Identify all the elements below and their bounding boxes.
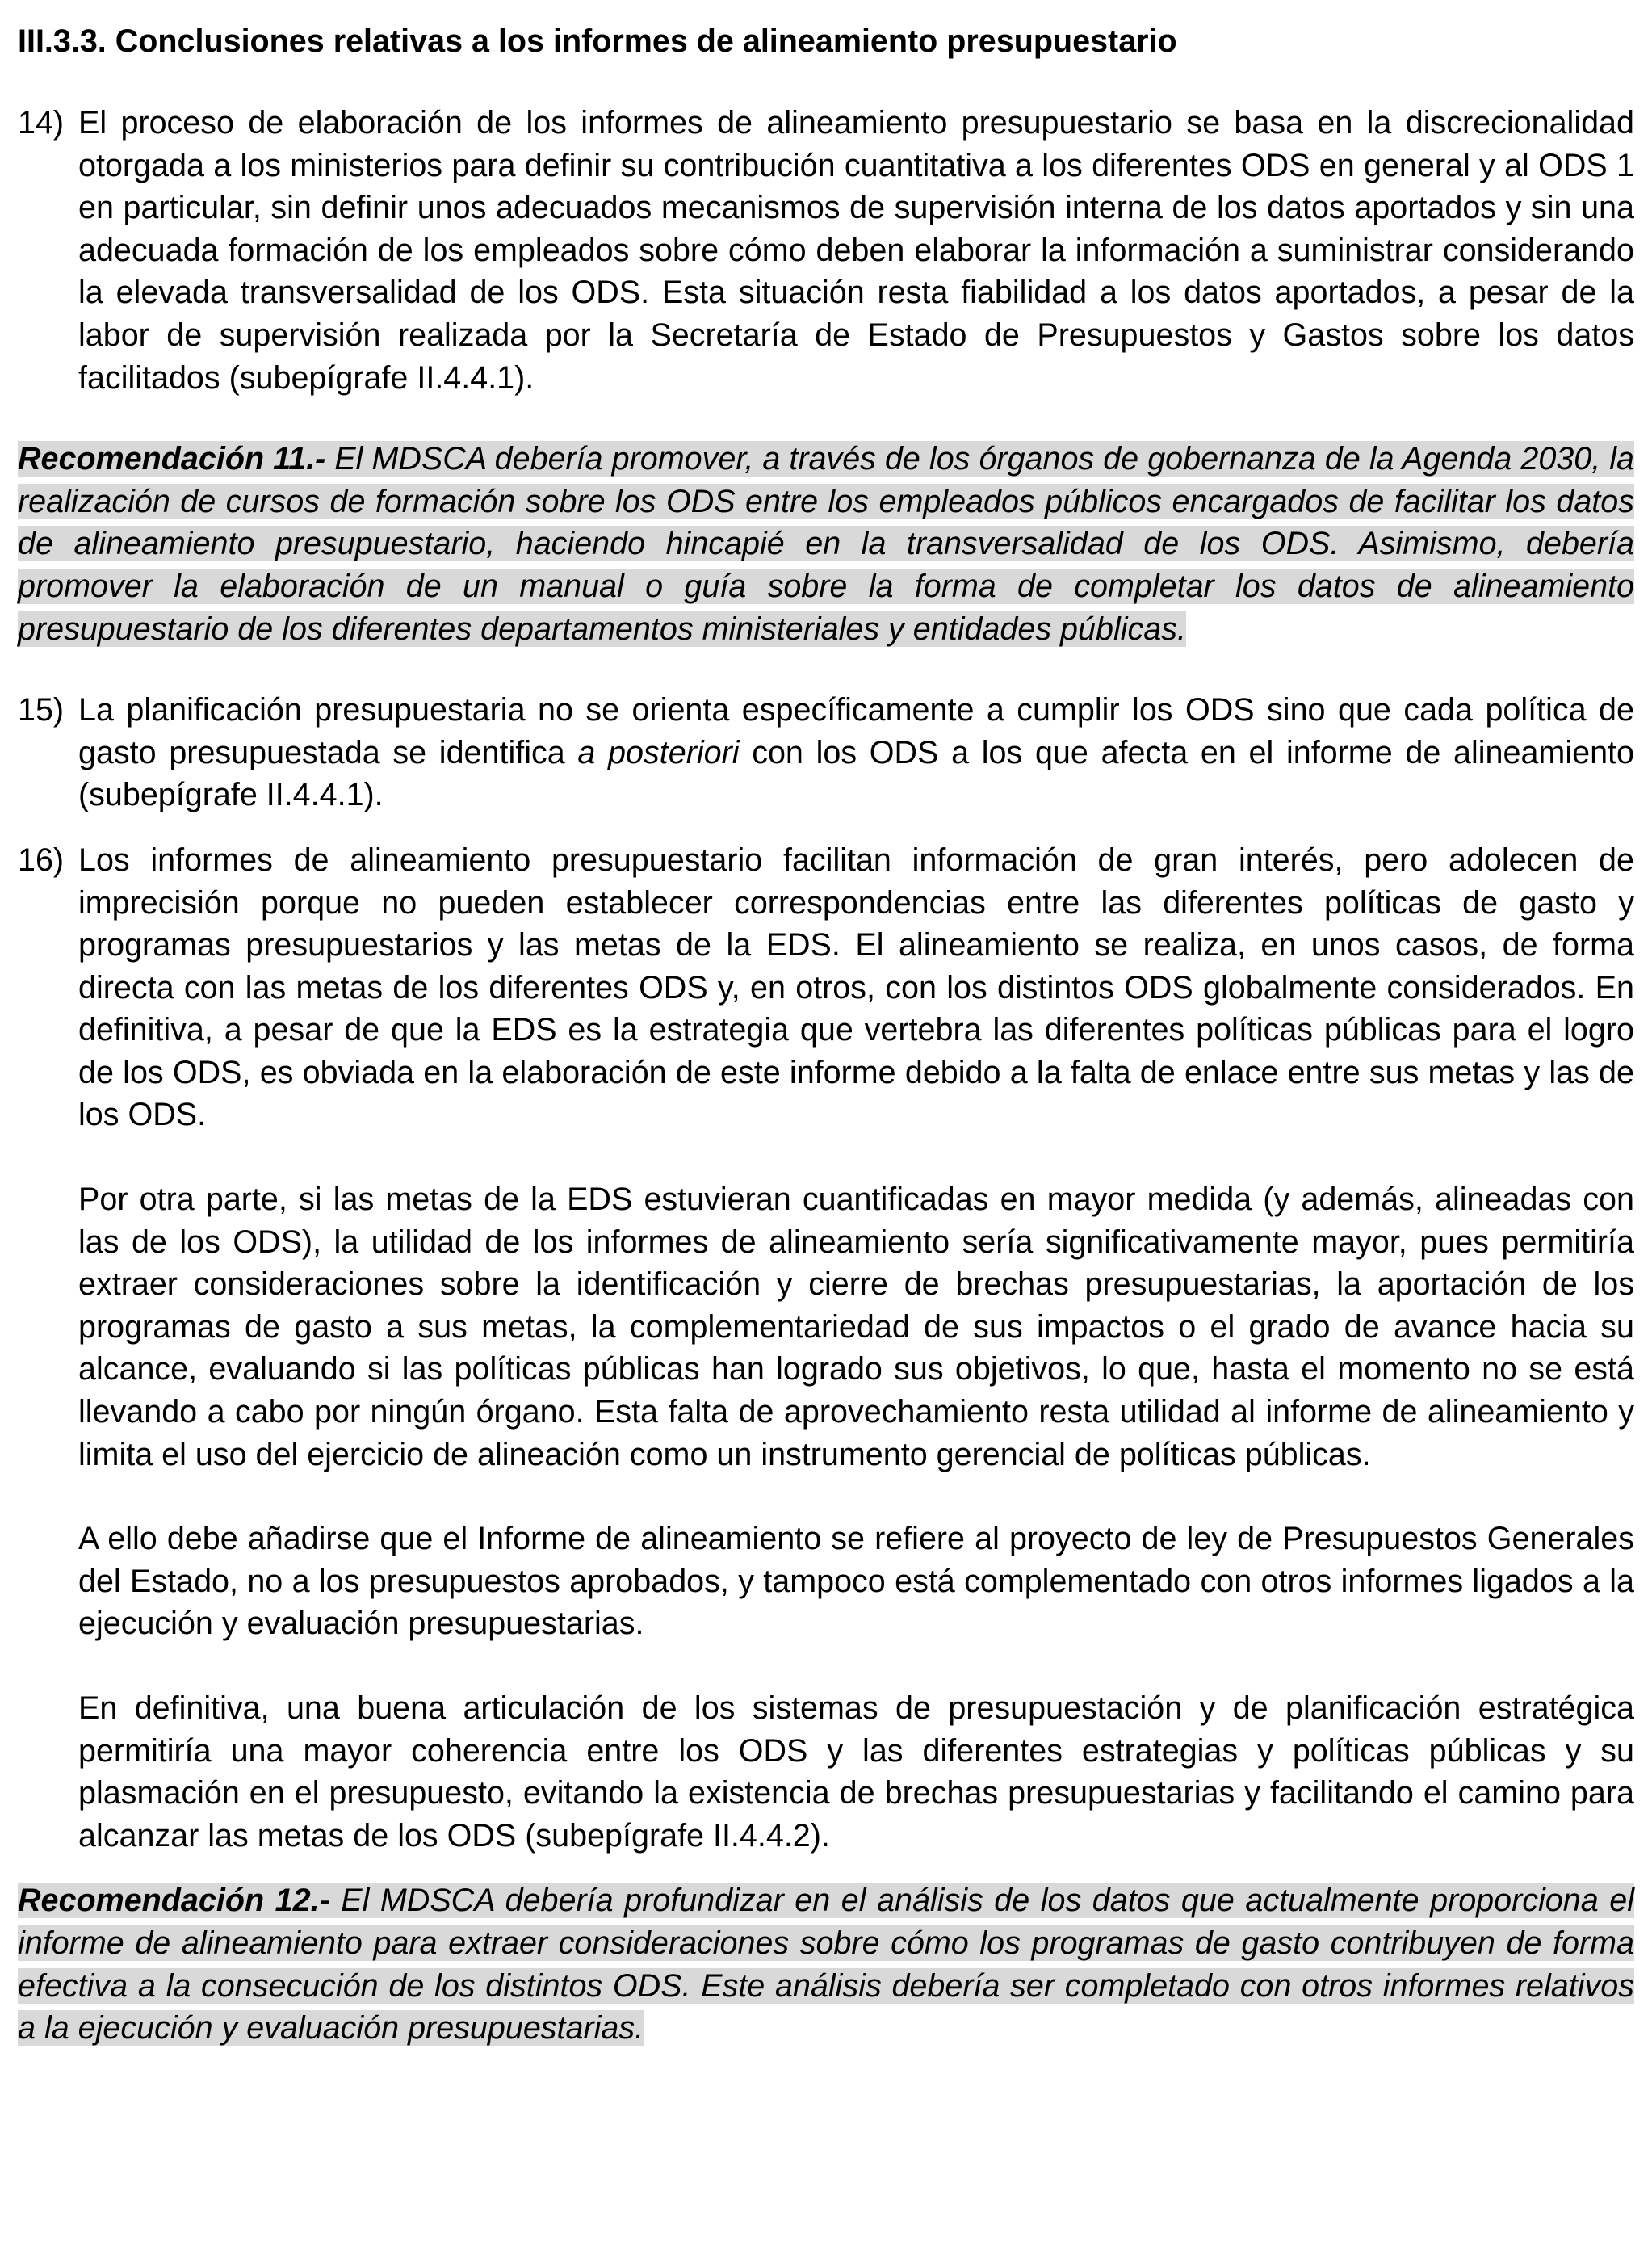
recommendation-text: El MDSCA debería profundizar en el análisis de los datos que actualmente proporciona el informe de alineamiento para extraer consideraciones sobre cómo los programas de gasto contribuyen de forma efectiva a la consecución de los distintos ODS. Este análisis debería ser completado con otros informes relativos a la ejecución y evaluación presupuestarias. [18,1883,1634,2047]
section-heading: III.3.3. Conclusiones relativas a los informes de alineamiento presupuestario [18,23,1177,59]
recommendation-highlight [18,441,1634,646]
document-page [18,19,1634,2050]
item-text: La planificación presupuestaria no se orienta específicamente a cumplir los ODS sino que cada política de gasto presupuestada se identifica [78,692,1634,770]
item-paragraph [78,689,1634,817]
item-number: 14) [18,105,65,141]
recommendation-label: Recomendación 11.- [18,441,326,477]
item-number: 15) [18,692,65,728]
item-paragraph: Los informes de alineamiento presupuestario facilitan información de gran interés, pero adolecen de imprecisión porque no pueden establecer correspondencias entre las diferentes políticas de gasto y programas presupuestarios y las metas de la EDS. El alineamiento se realiza, en unos casos, de forma directa con las metas de los diferentes ODS y, en otros, con los distintos ODS globalmente considerados. En definitiva, a pesar de que la EDS es la estrategia que vertebra las diferentes políticas públicas para el logro de los ODS, es obviada en la elaboración de este informe debido a la falta de enlace entre sus metas y las de los ODS. [78,842,1634,1133]
item-text: con los ODS a los que afecta en el informe de alineamiento (subepígrafe II.4.4.1). [78,734,1634,813]
recommendation-highlight [18,1883,1634,2046]
recommendation-12 [18,1879,1634,2049]
item-paragraph: En definitiva, una buena articulación de los sistemas de presupuestación y de planificación estratégica permitiría una mayor coherencia entre los ODS y las diferentes estrategias y políticas públicas y su plasmación en el presupuesto, evitando la existencia de brechas presupuestarias y facilitando el camino para alcanzar las metas de los ODS (subepígrafe II.4.4.2). [78,1690,1634,1854]
conclusion-item-14 [18,102,1634,399]
item-number: 16) [18,842,65,878]
item-italic-text: a posteriori [577,734,740,770]
recommendation-label: Recomendación 12.- [18,1883,330,1919]
item-paragraph: A ello debe añadirse que el Informe de alineamiento se refiere al proyecto de ley de Presupuestos Generales del Estado, no a los presupuestos aprobados, y tampoco está complementado con otros informes ligados a la ejecución y evaluación presupuestarias. [78,1521,1634,1642]
recommendation-text: El MDSCA debería promover, a través de los órganos de gobernanza de la Agenda 2030, la realización de cursos de formación sobre los ODS entre los empleados públicos encargados de facilitar los datos de alineamiento presupuestario, haciendo hincapié en la transversalidad de los ODS. Asimismo, debería promover la elaboración de un manual o guía sobre la forma de completar los datos de alineamiento presupuestario de los diferentes departamentos ministeriales y entidades públicas. [18,441,1634,647]
conclusion-item-15 [18,689,1634,817]
recommendation-11 [18,438,1634,650]
item-paragraph: Por otra parte, si las metas de la EDS estuvieran cuantificadas en mayor medida (y además, alineadas con las de los ODS), la utilidad de los informes de alineamiento sería significativamente mayor, pues permitiría extraer consideraciones sobre la identificación y cierre de brechas presupuestarias, la aportación de los programas de gasto a sus metas, la complementariedad de sus impactos o el grado de avance hacia su alcance, evaluando si las políticas públicas han logrado sus objetivos, lo que, hasta el momento no se está llevando a cabo por ningún órgano. Esta falta de aprovechamiento resta utilidad al informe de alineamiento y limita el uso del ejercicio de alineación como un instrumento gerencial de políticas públicas. [78,1182,1634,1472]
item-paragraph: El proceso de elaboración de los informes de alineamiento presupuestario se basa en la discrecionalidad otorgada a los ministerios para definir su contribución cuantitativa a los diferentes ODS en general y al ODS 1 en particular, sin definir unos adecuados mecanismos de supervisión interna de los datos aportados y sin una adecuada formación de los empleados sobre cómo deben elaborar la información a suministrar considerando la elevada transversalidad de los ODS. Esta situación resta fiabilidad a los datos aportados, a pesar de la labor de supervisión realizada por la Secretaría de Estado de Presupuestos y Gastos sobre los datos facilitados (subepígrafe II.4.4.1). [78,105,1634,396]
conclusion-item-16 [18,839,1634,1857]
